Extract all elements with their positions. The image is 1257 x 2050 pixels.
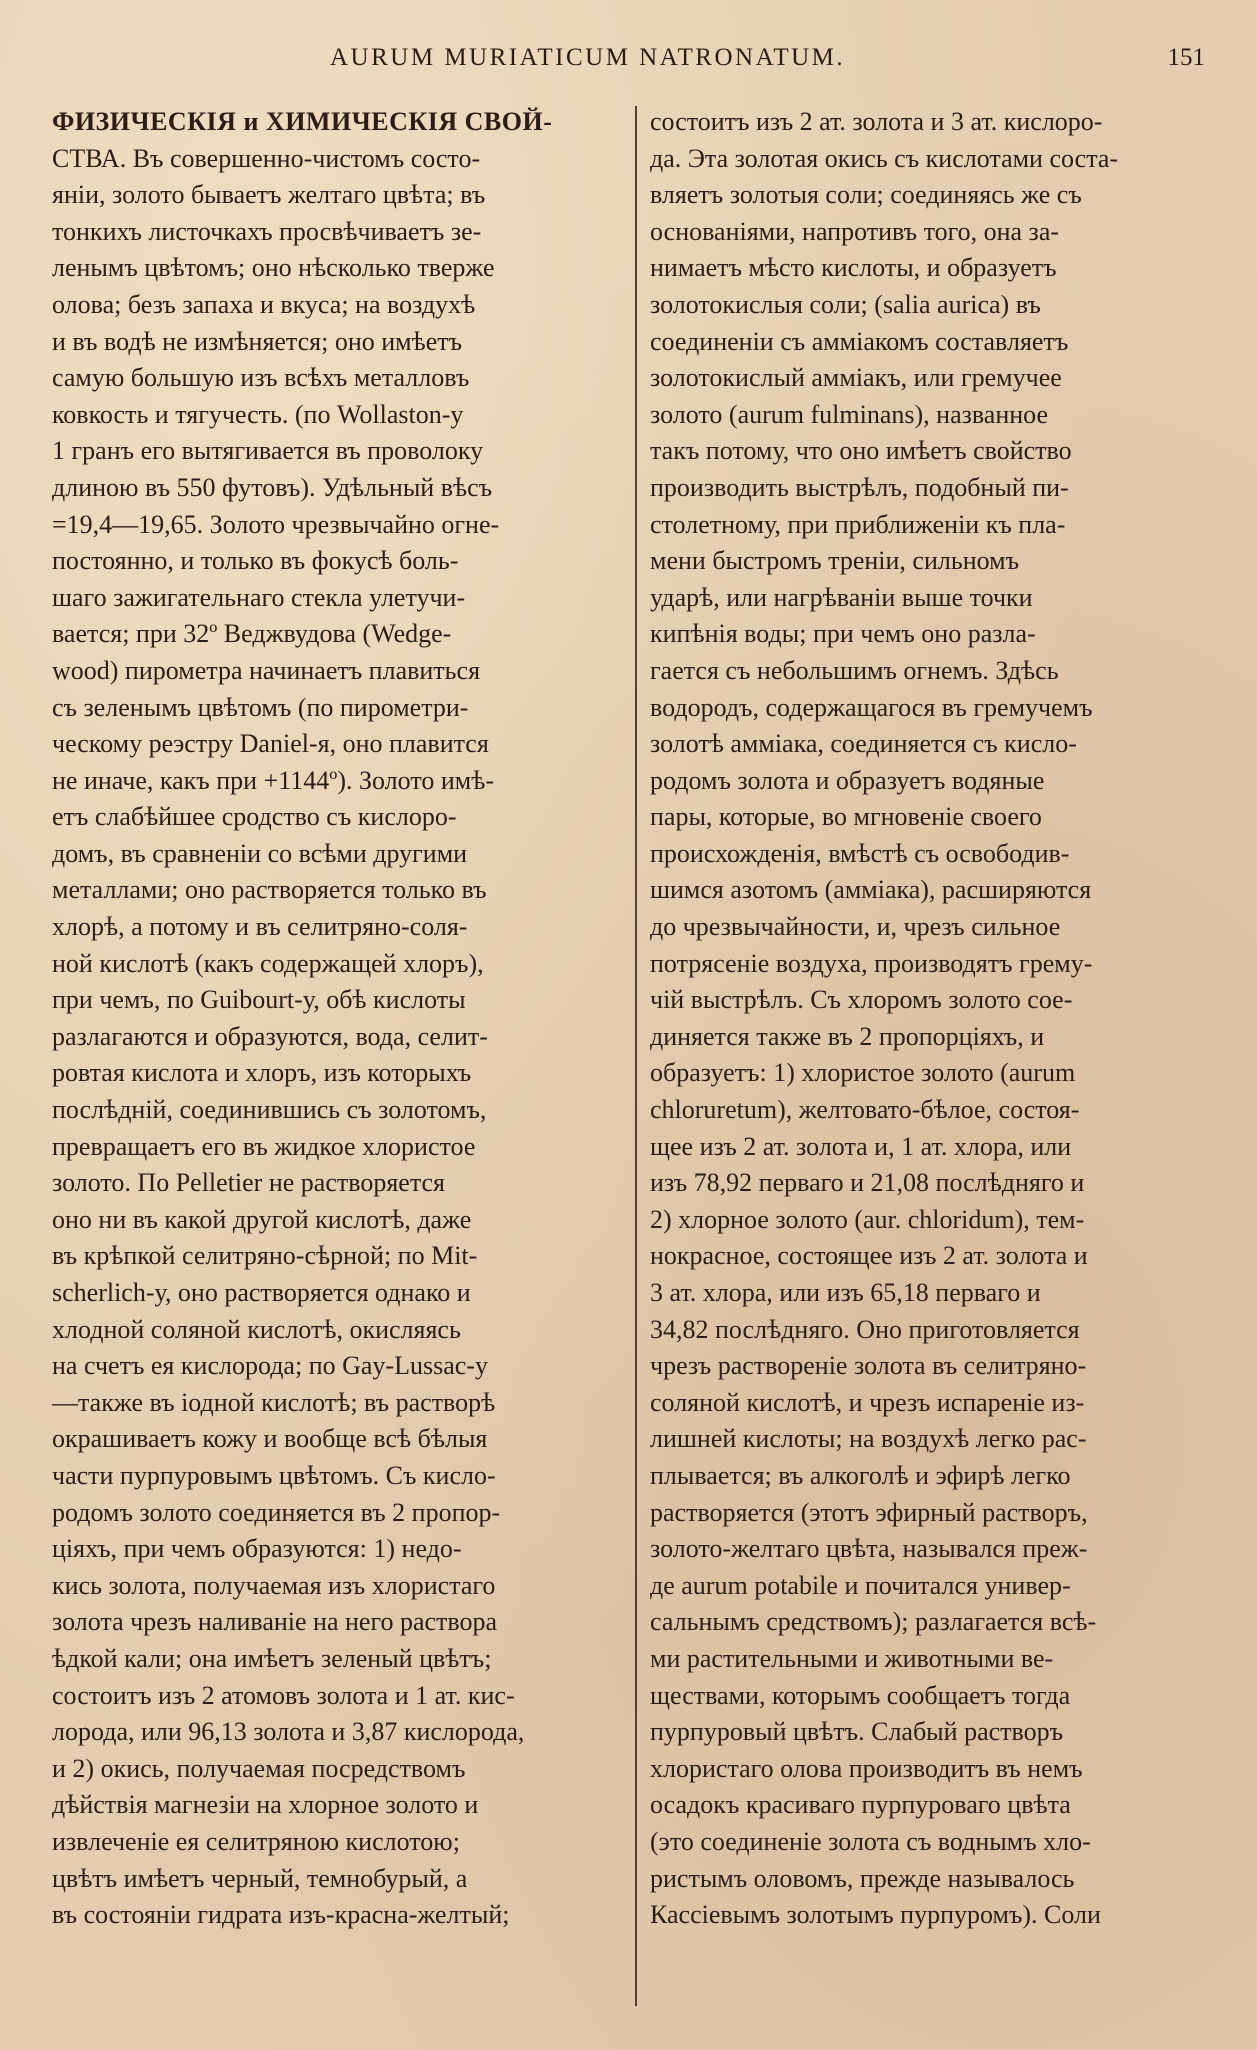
text-line: цвѣтъ имѣетъ черный, темнобурый, а <box>52 1863 468 1893</box>
text-line: постоянно, и только въ фокусѣ боль- <box>52 546 459 576</box>
text-line: домъ, въ сравненіи со всѣми другими <box>52 838 468 868</box>
text-line: послѣдній, соединившись съ золотомъ, <box>52 1095 487 1125</box>
text-line: золота чрезъ наливаніе на него раствора <box>52 1607 498 1637</box>
text-line: производить выстрѣлъ, подобный пи- <box>650 472 1069 502</box>
text-line: ленымъ цвѣтомъ; оно нѣсколько тверже <box>52 253 495 283</box>
text-line: сальнымъ средствомъ); разлагается всѣ- <box>650 1607 1097 1637</box>
running-title: AURUM MURIATICUM NATRONATUM. <box>330 44 846 71</box>
text-line: ческому реэстру Daniel-я, оно плавится <box>52 729 489 759</box>
text-line: да. Эта золотая окись съ кислотами соста- <box>650 143 1119 173</box>
right-text-column <box>650 104 1216 1934</box>
text-line: ществами, которымъ сообщаетъ тогда <box>650 1680 1071 1710</box>
text-line: шимся азотомъ (аммiака), расширяются <box>650 875 1092 905</box>
text-line: металлами; оно растворяется только въ <box>52 875 487 905</box>
text-line: олова; безъ запаха и вкуса; на воздухѣ <box>52 289 476 319</box>
text-line: плывается; въ алкоголѣ и эфирѣ легко <box>650 1460 1071 1490</box>
page-number: 151 <box>1167 44 1205 71</box>
text-line: водородъ, содержащагося въ гремучемъ <box>650 692 1093 722</box>
text-line: извлеченіе ея селитряною кислотою; <box>52 1826 460 1856</box>
text-line: лорода, или 96,13 золота и 3,87 кислорода, <box>52 1717 525 1747</box>
text-line: растворяется (этотъ эфирный растворъ, <box>650 1497 1088 1527</box>
text-line: въ состояніи гидрата изъ-красна-желтый; <box>52 1900 510 1930</box>
text-line: золото. По Pelletier не растворяется <box>52 1168 446 1198</box>
text-line: потрясеніе воздуха, производятъ грему- <box>650 948 1093 978</box>
text-line: scherlich-у, оно растворяется однако и <box>52 1278 471 1307</box>
text-line: щее изъ 2 ат. золота и, 1 ат. хлора, или <box>650 1131 1072 1161</box>
column-divider <box>635 106 637 2006</box>
text-line: разлагаются и образуются, вода, селит- <box>52 1021 488 1051</box>
text-line: родомъ золота и образуетъ водяные <box>650 765 1045 795</box>
text-line: соединеніи съ аммiакомъ составляетъ <box>650 326 1069 356</box>
text-line: въ крѣпкой селитряно-сѣрной; по Mit- <box>52 1241 478 1271</box>
text-line: образуетъ: 1) хлористое золото (aurum <box>650 1058 1076 1088</box>
text-line: ударѣ, или нагрѣваніи выше точки <box>650 582 1033 612</box>
text-line: золото-желтаго цвѣта, назывался преж- <box>650 1534 1088 1564</box>
text-line: wood) пирометра начинаетъ плавиться <box>52 655 481 685</box>
text-line: 2) хлорное золото (aur. chloridum), тем- <box>650 1204 1085 1234</box>
text-line: происхожденія, вмѣстѣ съ освободив- <box>650 838 1070 868</box>
text-line: золотокислыя соли; (salia aurica) въ <box>650 289 1041 319</box>
text-line: оно ни въ какой другой кислотѣ, даже <box>52 1204 472 1234</box>
text-line: превращаетъ его въ жидкое хлористое <box>52 1131 476 1161</box>
text-line: изъ 78,92 перваго и 21,08 послѣдняго и <box>650 1168 1085 1198</box>
text-line: кись золота, получаемая изъ хлористаго <box>52 1570 496 1600</box>
text-line: Кассіевымъ золотымъ пурпуромъ). Соли <box>650 1900 1101 1930</box>
text-line: дѣйствія магнезіи на хлорное золото и <box>52 1790 479 1820</box>
text-line: етъ слабѣйшее сродство съ кислоро- <box>52 802 457 832</box>
text-line: нимаетъ мѣсто кислоты, и образуетъ <box>650 253 1057 283</box>
text-line: 34,82 послѣдняго. Оно приготовляется <box>650 1314 1080 1344</box>
text-line: состоитъ изъ 2 ат. золота и 3 ат. кислоро- <box>650 107 1103 136</box>
text-line: ковкость и тягучесть. (по Wollaston-у <box>52 399 464 429</box>
text-line: пары, которые, во мгновеніе своего <box>650 802 1042 832</box>
text-line: =19,4—19,65. Золото чрезвычайно огне- <box>52 509 500 539</box>
text-line: не иначе, какъ при +1144º). Золото имѣ- <box>52 765 494 795</box>
text-line: родомъ золото соединяется въ 2 пропор- <box>52 1497 501 1527</box>
text-line: чрезъ раствореніе золота въ селитряно- <box>650 1351 1087 1381</box>
text-line: 3 ат. хлора, или изъ 65,18 перваго и <box>650 1278 1041 1307</box>
text-line: ѣдкой кали; она имѣетъ зеленый цвѣтъ; <box>52 1643 492 1673</box>
text-line: яніи, золото бываетъ желтаго цвѣта; въ <box>52 180 486 210</box>
text-line: золото (aurum fulminans), названное <box>650 399 1049 429</box>
text-line: съ зеленымъ цвѣтомъ (по пирометри- <box>52 692 469 722</box>
text-line: нокрасное, состоящее изъ 2 ат. золота и <box>650 1241 1088 1271</box>
text-line: мени быстромъ треніи, сильномъ <box>650 546 1020 576</box>
text-line: части пурпуровымъ цвѣтомъ. Съ кисло- <box>52 1460 496 1490</box>
text-line: ФИЗИЧЕСКІЯ и ХИМИЧЕСКІЯ СВОЙ- <box>52 107 553 136</box>
text-line: пурпуровый цвѣтъ. Слабый растворъ <box>650 1717 1064 1747</box>
text-line: и 2) окись, получаемая посредствомъ <box>52 1753 466 1783</box>
text-line: состоитъ изъ 2 атомовъ золота и 1 ат. кис- <box>52 1680 515 1710</box>
text-line: до чрезвычайности, и, чрезъ сильное <box>650 912 1061 942</box>
text-line: ристымъ оловомъ, прежде называлось <box>650 1863 1075 1893</box>
text-line: шаго зажигательнаго стекла улетучи- <box>52 582 466 612</box>
text-line: вляетъ золотыя соли; соединяясь же съ <box>650 180 1082 210</box>
text-line: основаніями, напротивъ того, она за- <box>650 216 1060 246</box>
text-line: ціяхъ, при чемъ образуются: 1) недо- <box>52 1534 462 1564</box>
text-line: хлорѣ, а потому и въ селитряно-соля- <box>52 912 468 942</box>
text-line: соляной кислотѣ, и чрезъ испареніе из- <box>650 1387 1085 1417</box>
text-line: ровтая кислота и хлоръ, изъ которыхъ <box>52 1058 472 1088</box>
text-line: при чемъ, по Guibourt-у, обѣ кислоты <box>52 985 466 1015</box>
text-line: самую большую изъ всѣхъ металловъ <box>52 363 470 393</box>
text-line: хлористаго олова производитъ въ немъ <box>650 1753 1083 1783</box>
text-line: золотокислый аммiакъ, или гремучее <box>650 363 1062 393</box>
text-line: СТВА. Въ совершенно-чистомъ состо- <box>52 143 481 173</box>
text-line: окрашиваетъ кожу и вообще всѣ бѣлыя <box>52 1424 488 1454</box>
text-line: тонкихъ листочкахъ просвѣчиваетъ зе- <box>52 216 482 246</box>
text-line: 1 гранъ его вытягивается въ проволоку <box>52 436 484 466</box>
text-line: и въ водѣ не измѣняется; оно имѣетъ <box>52 326 463 356</box>
text-line: гается съ небольшимъ огнемъ. Здѣсь <box>650 655 1059 685</box>
left-text-column <box>52 104 618 1934</box>
text-line: лишней кислоты; на воздухѣ легко рас- <box>650 1424 1087 1454</box>
text-line: вается; при 32º Веджвудова (Wedge- <box>52 619 452 649</box>
text-line: —также въ іодной кислотѣ; въ растворѣ <box>52 1387 496 1417</box>
text-line: де aurum potabile и почитался универ- <box>650 1570 1071 1600</box>
text-line: кипѣнія воды; при чемъ оно разла- <box>650 619 1036 649</box>
text-line: ми растительными и животными ве- <box>650 1643 1054 1673</box>
text-line: столетному, при приближеніи къ пла- <box>650 509 1066 539</box>
text-line: ной кислотѣ (какъ содержащей хлоръ), <box>52 948 484 978</box>
text-line: на счетъ ея кислорода; по Gay-Lussac-у <box>52 1351 488 1381</box>
text-line: золотѣ аммiака, соединяется съ кисло- <box>650 729 1077 759</box>
text-line: chloruretum), желтовато-бѣлое, состоя- <box>650 1095 1080 1125</box>
text-line: такъ потому, что оно имѣетъ свойство <box>650 436 1072 466</box>
text-line: (это соединеніе золота съ воднымъ хло- <box>650 1826 1091 1856</box>
text-line: осадокъ красиваго пурпуроваго цвѣта <box>650 1790 1071 1820</box>
text-line: хлодной соляной кислотѣ, окисляясь <box>52 1314 461 1344</box>
text-line: чій выстрѣлъ. Съ хлоромъ золото сое- <box>650 985 1073 1015</box>
text-line: длиною въ 550 футовъ). Удѣльный вѣсъ <box>52 472 493 502</box>
text-line: диняется также въ 2 пропорціяхъ, и <box>650 1021 1045 1051</box>
